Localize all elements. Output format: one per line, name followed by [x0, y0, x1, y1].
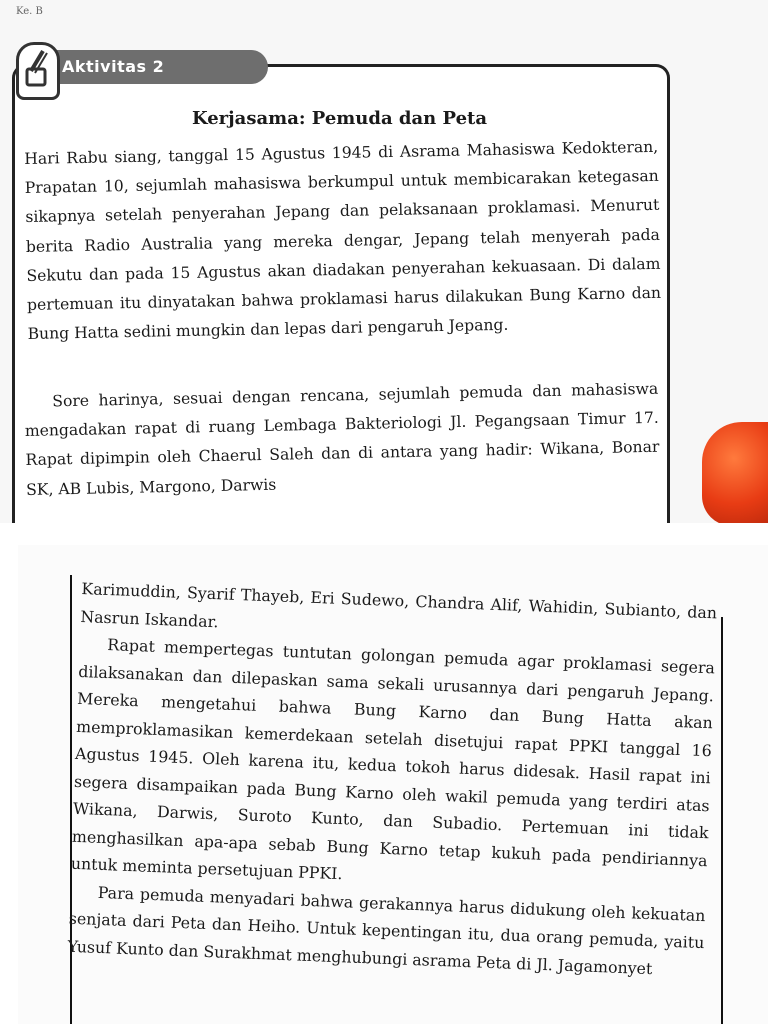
page1-paragraph-2 — [24, 375, 660, 505]
pencil-paper-icon — [16, 42, 60, 100]
page-border-right — [721, 617, 723, 1024]
page2-paragraph-3: Para pemuda menyadari bahwa gerakannya harus didukung oleh kekuatan senjata dari Peta dan Heiho. Untuk kepentingan itu, dua orang pemuda, yaitu Yusuf Kunto dan Surakhmat menghubungi asrama Peta di Jl. Jagamonyet — [67, 882, 706, 978]
page-photo-bottom — [18, 545, 768, 1024]
page1-paragraph-1 — [24, 133, 662, 350]
orange-object — [702, 422, 768, 523]
paragraph-text: Hari Rabu siang, tanggal 15 Agustus 1945 di Asrama Mahasiswa Kedokteran, Prapatan 10, sejumlah mahasiswa berkumpul untuk membicarakan ketegasan sikapnya setelah penyerahan Jepang dan pelaksanaan proklamasi. Menurut berita Radio Australia yang mereka dengar, Jepang telah menyerah pada Sekutu dan pada 15 Agustus akan diadakan penyerahan kekuasaan. Di dalam pertemuan itu dinyatakan bahwa proklamasi harus dilakukan Bung Karno dan Bung Hatta sedini mungkin dan lepas dari pengaruh Jepang. — [24, 137, 662, 344]
header-scribble: Ke. B — [16, 6, 43, 17]
page2-paragraph-2: Rapat mempertegas tuntutan golongan pemuda agar proklamasi segera dilaksanakan dan dilepaskan sama sekali urusannya dari pengaruh Jepang. Mereka mengetahui bahwa Bung Karno dan Bung Hatta akan memproklamasikan kemerdekaan setelah disetujui rapat PPKI tanggal 16 Agustus 1945. Oleh karena itu, kedua tokoh harus didesak. Hasil rapat ini segera disampaikan pada Bung Karno oleh wakil pemuda yang terdiri atas Wikana, Darwis, Suroto Kunto, dan Subadio. Pertemuan ini tidak menghasilkan apa-apa sebab Bung Karno tetap kukuh pada pendiriannya untuk meminta persetujuan PPKI. — [70, 635, 716, 884]
activity-tab-label: Aktivitas 2 — [62, 57, 165, 76]
page2-paragraph-1: Karimuddin, Syarif Thayeb, Eri Sudewo, Chandra Alif, Wahidin, Subianto, dan Nasrun Iskandar. — [80, 578, 718, 631]
page2-text — [67, 575, 717, 984]
activity-title: Kerjasama: Pemuda dan Peta — [191, 108, 487, 129]
paragraph-text: Sore harinya, sesuai dengan rencana, sejumlah pemuda dan mahasiswa mengadakan rapat di ruang Lembaga Bakteriologi Jl. Pegangsaan Timur 17. Rapat dipimpin oleh Chaerul Saleh dan di antara yang hadir: Wikana, Bonar SK, AB Lubis, Margono, Darwis — [24, 379, 660, 499]
